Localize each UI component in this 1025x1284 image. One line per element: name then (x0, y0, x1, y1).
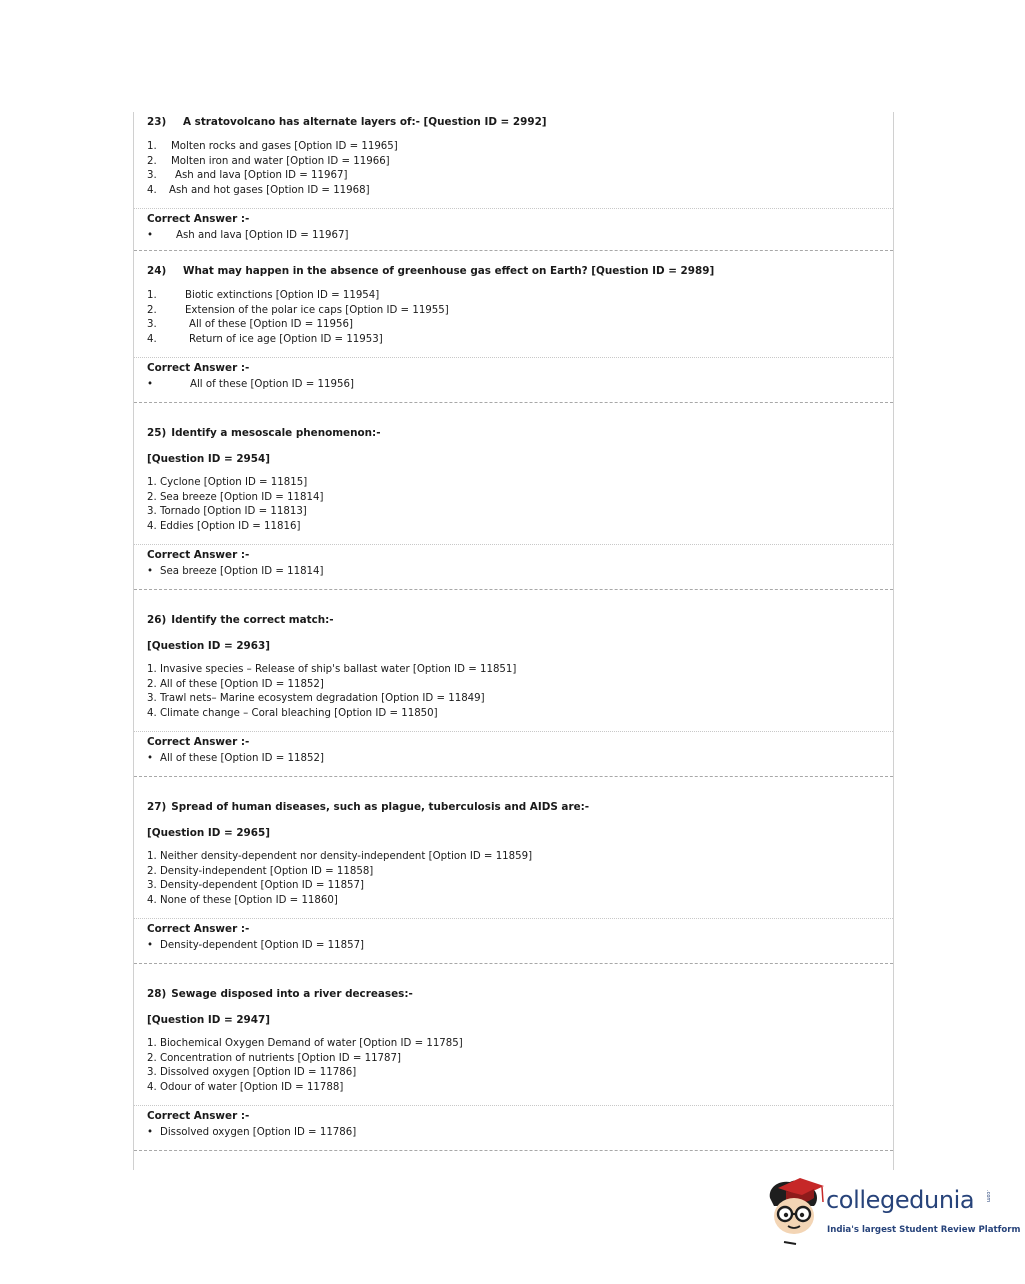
question-number: 26) (147, 614, 167, 626)
bullet: • (147, 230, 154, 242)
option-number: 4. (147, 184, 157, 196)
option-text: Extension of the polar ice caps [Option ID = 11955] (185, 304, 449, 316)
question-title: Sewage disposed into a river decreases:- (171, 988, 413, 1000)
option-item: 3. Density-dependent [Option ID = 11857] (147, 880, 364, 892)
option-text: All of these [Option ID = 11956] (189, 319, 353, 331)
option-item (147, 155, 893, 170)
correct-answer-box (134, 731, 893, 773)
correct-answer-text: Ash and lava [Option ID = 11967] (176, 230, 349, 242)
correct-answer-text: All of these [Option ID = 11956] (190, 379, 354, 391)
logo-dotcom: .com (985, 1190, 991, 1203)
bullet: • (147, 379, 154, 391)
bullet: • (147, 753, 154, 765)
question-number: 23) (147, 116, 167, 128)
mascot-icon (764, 1176, 826, 1248)
collegedunia-logo (764, 1176, 1021, 1248)
option-item: 3. Trawl nets– Marine ecosystem degradation [Option ID = 11849] (147, 693, 485, 705)
correct-answer-row (147, 752, 893, 766)
question-id: [Question ID = 2965] (147, 827, 270, 839)
option-item: 2. All of these [Option ID = 11852] (147, 678, 324, 690)
correct-answer-box (134, 544, 893, 586)
option-number: 1. (147, 290, 157, 301)
correct-answer-text: All of these [Option ID = 11852] (160, 753, 324, 765)
question-header (134, 251, 893, 279)
correct-answer-label: Correct Answer :- (147, 549, 250, 562)
question-title: Identify a mesoscale phenomenon:- (171, 427, 381, 439)
bullet: • (147, 566, 154, 578)
option-list (134, 466, 893, 534)
option-item (147, 304, 893, 319)
question-header (134, 403, 893, 441)
question-number: 28) (147, 988, 167, 1000)
bullet: • (147, 940, 154, 952)
question-block (134, 403, 893, 590)
option-list (134, 653, 893, 721)
option-item: 2. Concentration of nutrients [Option ID = 11787] (147, 1052, 401, 1064)
option-number: 3. (147, 170, 157, 182)
question-header (134, 964, 893, 1002)
correct-answer-label: Correct Answer :- (147, 1110, 250, 1123)
option-item (147, 140, 893, 155)
logo-wordmark: collegedunia (826, 1186, 975, 1214)
option-item: 3. Tornado [Option ID = 11813] (147, 506, 307, 518)
option-item (147, 169, 893, 184)
bullet: • (147, 1127, 154, 1139)
option-number: 1. (147, 141, 157, 152)
option-list (134, 279, 893, 347)
option-item: 4. Climate change – Coral bleaching [Option ID = 11850] (147, 707, 438, 719)
option-item: 1. Neither density-dependent nor density-independent [Option ID = 11859] (147, 851, 533, 862)
correct-answer-box (134, 918, 893, 960)
option-item (147, 289, 893, 304)
option-number: 2. (147, 155, 157, 167)
question-sheet (133, 112, 894, 1170)
option-item: 1. Cyclone [Option ID = 11815] (147, 477, 308, 488)
question-block (134, 251, 893, 403)
option-item: 1. Biochemical Oxygen Demand of water [Option ID = 11785] (147, 1038, 463, 1049)
correct-answer-text: Dissolved oxygen [Option ID = 11786] (160, 1127, 357, 1139)
option-list (134, 1027, 893, 1095)
option-text: Molten rocks and gases [Option ID = 11965] (171, 141, 398, 152)
option-text: Return of ice age [Option ID = 11953] (189, 333, 383, 345)
option-number: 2. (147, 304, 157, 316)
option-number: 4. (147, 333, 157, 345)
correct-answer-box (134, 357, 893, 399)
option-item: 3. Dissolved oxygen [Option ID = 11786] (147, 1067, 357, 1079)
correct-answer-label: Correct Answer :- (147, 362, 250, 375)
question-number: 27) (147, 801, 167, 813)
correct-answer-label: Correct Answer :- (147, 213, 250, 226)
option-text: Ash and hot gases [Option ID = 11968] (169, 184, 370, 196)
question-id: [Question ID = 2963] (147, 640, 270, 652)
option-list (134, 840, 893, 908)
option-text: Molten iron and water [Option ID = 11966] (171, 155, 390, 167)
question-block (134, 777, 893, 964)
option-item: 4. Eddies [Option ID = 11816] (147, 520, 301, 532)
question-block (134, 590, 893, 777)
correct-answer-row (147, 565, 893, 579)
option-item: 1. Invasive species – Release of ship's ballast water [Option ID = 11851] (147, 664, 517, 675)
correct-answer-row (147, 378, 893, 392)
correct-answer-text: Sea breeze [Option ID = 11814] (160, 566, 324, 578)
question-header (134, 112, 893, 130)
correct-answer-text: Density-dependent [Option ID = 11857] (160, 940, 365, 952)
question-id: [Question ID = 2954] (147, 453, 270, 465)
correct-answer-label: Correct Answer :- (147, 736, 250, 749)
option-item: 4. None of these [Option ID = 11860] (147, 894, 338, 906)
option-text: Ash and lava [Option ID = 11967] (175, 170, 348, 182)
question-title: Identify the correct match:- (171, 614, 334, 626)
question-title: Spread of human diseases, such as plague, tuberculosis and AIDS are:- (171, 801, 590, 813)
option-item: 4. Odour of water [Option ID = 11788] (147, 1081, 344, 1093)
option-text: Biotic extinctions [Option ID = 11954] (185, 290, 380, 301)
correct-answer-row (147, 939, 893, 953)
correct-answer-box (134, 1105, 893, 1147)
question-id: [Question ID = 2947] (147, 1014, 270, 1026)
option-list (134, 130, 893, 198)
option-item (147, 318, 893, 333)
question-number: 24) (147, 265, 167, 277)
question-title: A stratovolcano has alternate layers of:- [Question ID = 2992] (183, 116, 547, 128)
option-item (147, 333, 893, 348)
question-block (134, 112, 893, 251)
correct-answer-label: Correct Answer :- (147, 923, 250, 936)
logo-tagline: India's largest Student Review Platform (827, 1225, 1021, 1235)
option-item: 2. Sea breeze [Option ID = 11814] (147, 491, 324, 503)
question-block (134, 964, 893, 1151)
correct-answer-row (147, 229, 893, 243)
question-title: What may happen in the absence of greenhouse gas effect on Earth? [Question ID = 2989] (183, 265, 715, 277)
option-item (147, 184, 893, 199)
correct-answer-box (134, 208, 893, 250)
question-header (134, 777, 893, 815)
option-number: 3. (147, 319, 157, 331)
option-item: 2. Density-independent [Option ID = 11858] (147, 865, 374, 877)
question-number: 25) (147, 427, 167, 439)
correct-answer-row (147, 1126, 893, 1140)
question-header (134, 590, 893, 628)
